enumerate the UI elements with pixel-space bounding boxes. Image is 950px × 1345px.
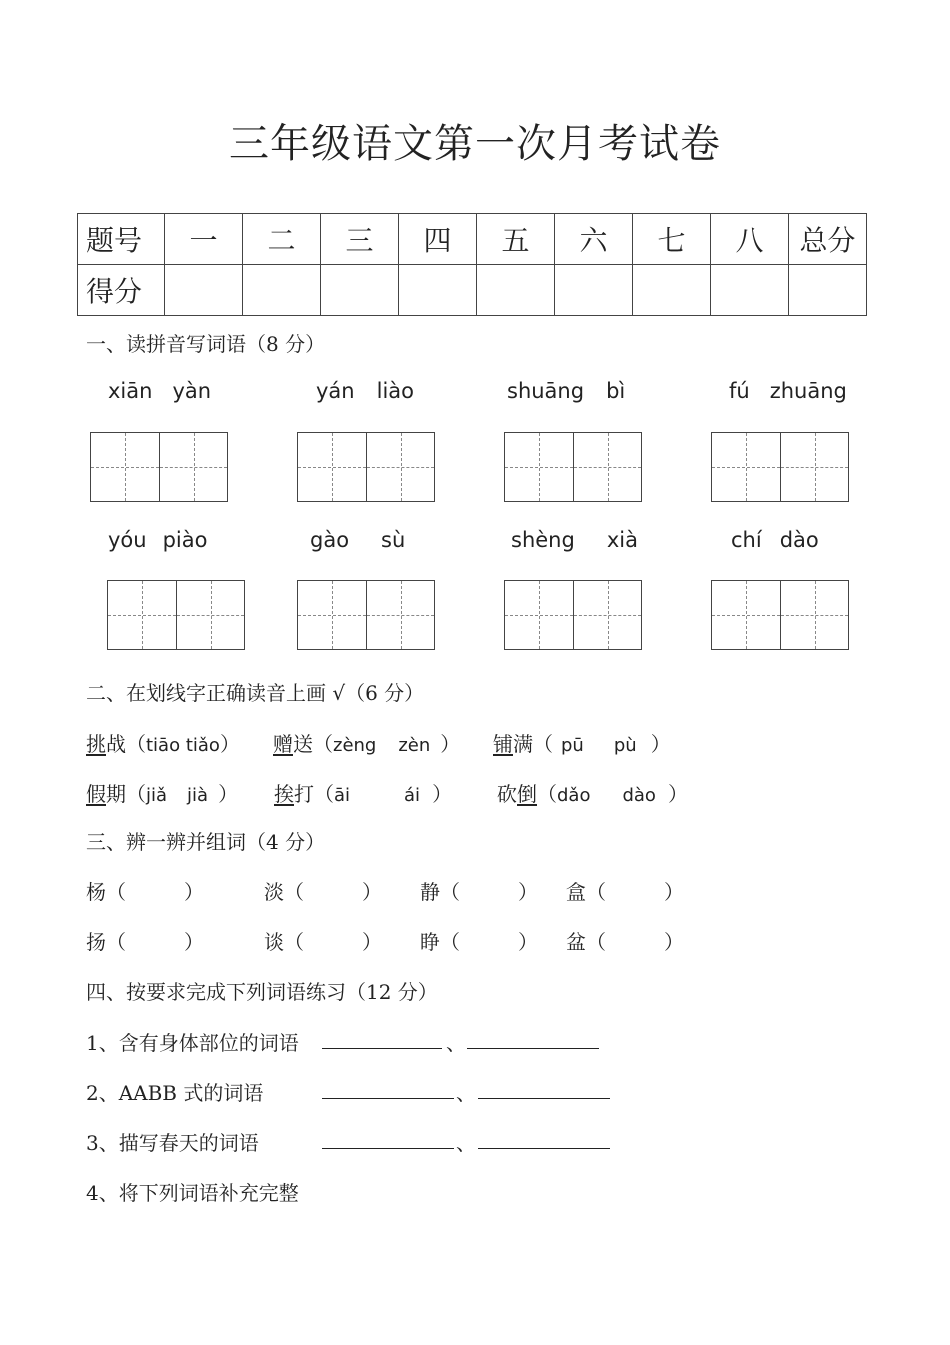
score-input-cell[interactable] bbox=[399, 265, 477, 316]
char-close: ） bbox=[362, 880, 382, 904]
score-input-cell[interactable] bbox=[165, 265, 243, 316]
word-group-item bbox=[420, 876, 538, 905]
bracket: ） bbox=[440, 732, 461, 756]
char-close: ） bbox=[184, 930, 204, 954]
pinyin-syllable: liào bbox=[376, 379, 414, 403]
underlined-char: 假 bbox=[86, 782, 106, 806]
word-char: 打 bbox=[294, 782, 314, 806]
score-header-cell: 一 bbox=[165, 214, 243, 265]
answer-line[interactable] bbox=[478, 1128, 610, 1153]
char-close: ） bbox=[362, 930, 382, 954]
word-group-item bbox=[420, 926, 538, 955]
score-header-cell: 八 bbox=[711, 214, 789, 265]
word-group-item bbox=[264, 926, 382, 955]
reading-choice-item bbox=[273, 728, 460, 757]
bracket: （ bbox=[533, 732, 553, 756]
score-table bbox=[77, 213, 867, 316]
pinyin-option[interactable]: jiǎ bbox=[146, 785, 168, 806]
bracket: ） bbox=[219, 732, 240, 756]
pinyin-option[interactable]: āi bbox=[334, 785, 351, 806]
question-1: 1、含有身体部位的词语 bbox=[86, 1031, 299, 1055]
tianzige-box[interactable] bbox=[711, 580, 849, 650]
char-open: 静（ bbox=[420, 880, 460, 904]
word-group-item bbox=[566, 876, 684, 905]
word-char: 送 bbox=[293, 732, 313, 756]
separator: 、 bbox=[446, 1031, 466, 1055]
pinyin-syllable: shèng bbox=[511, 528, 575, 552]
pinyin-option[interactable]: pù bbox=[613, 735, 637, 756]
pinyin-syllable: xiān bbox=[108, 379, 153, 403]
tianzige-box[interactable] bbox=[107, 580, 245, 650]
score-input-cell[interactable] bbox=[711, 265, 789, 316]
pinyin-syllable: sù bbox=[381, 528, 406, 552]
bracket: ） bbox=[218, 782, 239, 806]
tianzige-box[interactable] bbox=[297, 580, 435, 650]
word-group-item bbox=[264, 876, 382, 905]
pinyin-word bbox=[729, 379, 847, 403]
pinyin-syllable: fú bbox=[729, 379, 750, 403]
pinyin-option[interactable]: pū bbox=[561, 735, 584, 756]
underlined-char: 铺 bbox=[493, 732, 513, 756]
tianzige-box[interactable] bbox=[504, 432, 642, 502]
pinyin-syllable: yán bbox=[316, 379, 355, 403]
pinyin-word bbox=[108, 528, 207, 552]
word-group-item bbox=[86, 926, 204, 955]
pinyin-option[interactable]: zèng bbox=[333, 735, 377, 756]
word-group-item bbox=[566, 926, 684, 955]
score-input-cell[interactable] bbox=[633, 265, 711, 316]
score-header-cell: 三 bbox=[321, 214, 399, 265]
bracket: （ bbox=[126, 732, 146, 756]
word-char: 期 bbox=[106, 782, 126, 806]
underlined-char: 挑 bbox=[86, 732, 106, 756]
score-header-cell: 总分 bbox=[789, 214, 867, 265]
underlined-char: 赠 bbox=[273, 732, 293, 756]
question-3: 3、描写春天的词语 bbox=[86, 1131, 259, 1155]
pinyin-option[interactable]: jià bbox=[187, 785, 209, 806]
tianzige-box[interactable] bbox=[711, 432, 849, 502]
pinyin-syllable: zhuāng bbox=[769, 379, 847, 403]
score-header-cell: 二 bbox=[243, 214, 321, 265]
char-open: 淡（ bbox=[264, 880, 304, 904]
pinyin-syllable: dào bbox=[779, 528, 819, 552]
bracket: （ bbox=[314, 782, 334, 806]
score-input-cell[interactable] bbox=[555, 265, 633, 316]
bracket: （ bbox=[313, 732, 333, 756]
answer-line[interactable] bbox=[478, 1078, 610, 1103]
word-char: 战 bbox=[106, 732, 126, 756]
score-input-cell[interactable] bbox=[243, 265, 321, 316]
answer-line[interactable] bbox=[467, 1028, 599, 1053]
char-close: ） bbox=[184, 880, 204, 904]
answer-line[interactable] bbox=[322, 1078, 454, 1103]
pinyin-option[interactable]: tiāo bbox=[146, 735, 181, 756]
bracket: ） bbox=[432, 782, 453, 806]
bracket: （ bbox=[126, 782, 146, 806]
score-header-cell: 四 bbox=[399, 214, 477, 265]
score-value-row bbox=[78, 265, 867, 316]
section1-heading: 一、读拼音写词语（8 分） bbox=[86, 332, 326, 356]
pinyin-option[interactable]: tiǎo bbox=[185, 735, 220, 756]
separator: 、 bbox=[456, 1131, 476, 1155]
section2-heading: 二、在划线字正确读音上画 √（6 分） bbox=[86, 681, 425, 705]
bracket: （ bbox=[537, 782, 557, 806]
pinyin-syllable: xià bbox=[606, 528, 638, 552]
pinyin-syllable: gào bbox=[310, 528, 350, 552]
pinyin-syllable: chí bbox=[731, 528, 762, 552]
char-open: 谈（ bbox=[264, 930, 304, 954]
reading-choice-item bbox=[86, 778, 238, 807]
pinyin-syllable: yàn bbox=[172, 379, 212, 403]
pinyin-option[interactable]: ái bbox=[404, 785, 421, 806]
reading-choice-item bbox=[274, 778, 452, 807]
reading-choice-item bbox=[86, 728, 240, 757]
pinyin-syllable: bì bbox=[606, 379, 626, 403]
pinyin-word bbox=[310, 528, 405, 552]
score-header-cell: 七 bbox=[633, 214, 711, 265]
char-open: 睁（ bbox=[420, 930, 460, 954]
section4-heading: 四、按要求完成下列词语练习（12 分） bbox=[86, 980, 438, 1004]
char-open: 扬（ bbox=[86, 930, 126, 954]
answer-line[interactable] bbox=[322, 1128, 454, 1153]
score-header-row bbox=[78, 214, 867, 265]
pinyin-syllable: piào bbox=[162, 528, 208, 552]
reading-choice-item bbox=[497, 778, 688, 807]
question-4: 4、将下列词语补充完整 bbox=[86, 1181, 299, 1205]
question-2: 2、AABB 式的词语 bbox=[86, 1081, 264, 1105]
pinyin-option[interactable]: dǎo bbox=[557, 785, 591, 806]
pinyin-word bbox=[316, 379, 414, 403]
reading-choice-item bbox=[493, 728, 671, 757]
underlined-char: 倒 bbox=[517, 782, 537, 806]
pinyin-syllable: shuāng bbox=[507, 379, 585, 403]
score-header-cell: 六 bbox=[555, 214, 633, 265]
underlined-char: 挨 bbox=[274, 782, 294, 806]
pinyin-word bbox=[511, 528, 638, 552]
bracket: ） bbox=[650, 732, 671, 756]
char-close: ） bbox=[664, 880, 684, 904]
char-close: ） bbox=[664, 930, 684, 954]
score-input-cell[interactable] bbox=[789, 265, 867, 316]
pinyin-word bbox=[507, 379, 625, 403]
tianzige-box[interactable] bbox=[297, 432, 435, 502]
separator: 、 bbox=[456, 1081, 476, 1105]
score-header-cell: 五 bbox=[477, 214, 555, 265]
word-group-item bbox=[86, 876, 204, 905]
char-open: 杨（ bbox=[86, 880, 126, 904]
score-row-label: 得分 bbox=[78, 265, 165, 316]
word-char: 满 bbox=[513, 732, 533, 756]
tianzige-box[interactable] bbox=[504, 580, 642, 650]
pinyin-word bbox=[108, 379, 211, 403]
pinyin-option[interactable]: zèn bbox=[398, 735, 431, 756]
word-char: 砍 bbox=[497, 782, 517, 806]
pinyin-syllable: yóu bbox=[108, 528, 147, 552]
page-title: 三年级语文第一次月考试卷 bbox=[229, 121, 721, 167]
char-close: ） bbox=[518, 930, 538, 954]
section3-heading: 三、辨一辨并组词（4 分） bbox=[86, 830, 326, 854]
score-input-cell[interactable] bbox=[321, 265, 399, 316]
tianzige-box[interactable] bbox=[90, 432, 228, 502]
char-open: 盆（ bbox=[566, 930, 606, 954]
char-open: 盒（ bbox=[566, 880, 606, 904]
score-input-cell[interactable] bbox=[477, 265, 555, 316]
pinyin-option[interactable]: dào bbox=[622, 785, 656, 806]
pinyin-word bbox=[731, 528, 819, 552]
score-header-cell: 题号 bbox=[78, 214, 165, 265]
char-close: ） bbox=[518, 880, 538, 904]
answer-line[interactable] bbox=[322, 1028, 442, 1053]
bracket: ） bbox=[667, 782, 688, 806]
